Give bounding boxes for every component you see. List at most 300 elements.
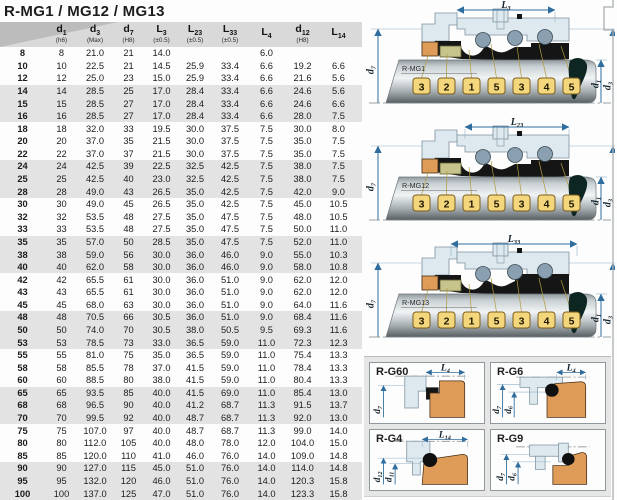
table-cell: 53.5	[85, 224, 105, 235]
table-cell: 16	[17, 111, 28, 122]
table-cell: 48	[56, 312, 67, 323]
table-cell: 78.5	[85, 337, 105, 348]
table-cell: 33.4	[220, 98, 240, 109]
drive-pin	[517, 248, 522, 253]
table-cell: 80.4	[293, 375, 312, 386]
table-cell: 21.0	[85, 48, 105, 59]
table-cell: 9.0	[260, 274, 273, 285]
col-header-main: $d_{12}$	[295, 23, 310, 38]
table-cell: 59.0	[85, 249, 105, 260]
col-header-main: $L_{14}$	[331, 26, 346, 41]
table-cell: 96.5	[85, 400, 105, 411]
table-row	[0, 236, 362, 249]
table-cell: 15.8	[329, 475, 348, 486]
dim-label-d7: $d_7$	[492, 406, 504, 414]
dim-label-top: $L_3$	[500, 0, 511, 12]
table-cell: 85.5	[85, 362, 105, 373]
callout-line	[446, 288, 447, 312]
table-cell: 17.0	[152, 98, 171, 109]
table-row	[0, 211, 362, 224]
table-cell: 6.6	[260, 98, 273, 109]
table-cell: 10.5	[329, 211, 348, 222]
table-cell: 90	[123, 400, 134, 411]
table-cell: 35	[56, 236, 67, 247]
table-cell: 55	[56, 350, 67, 361]
panel-edge-decoration	[599, 0, 617, 500]
table-cell: 68.7	[220, 400, 240, 411]
svg-text:2: 2	[443, 81, 449, 94]
table-cell: 36.0	[185, 262, 205, 273]
table-cell: 37.5	[220, 123, 240, 134]
table-cell: 51.0	[220, 287, 240, 298]
col-header-note: (±0.5)	[221, 37, 239, 45]
table-cell: 12.0	[329, 287, 348, 298]
table-cell: 45	[17, 299, 28, 310]
table-cell: 22.5	[152, 161, 171, 172]
col-header-L4	[248, 22, 285, 47]
table-cell: 8.0	[332, 123, 345, 134]
table-cell: 33.0	[152, 337, 171, 348]
table-cell: 13.3	[329, 362, 348, 373]
table-cell: 33.4	[220, 86, 240, 97]
table-cell: 12	[17, 73, 28, 84]
table-cell: 80	[123, 375, 134, 386]
dim-label-left: $d_7$	[365, 65, 377, 75]
table-cell: 28	[17, 186, 28, 197]
table-cell: 58	[123, 262, 134, 273]
table-cell: 11.0	[329, 236, 348, 247]
table-cell: 36.0	[185, 299, 205, 310]
col-header-note: (H8)	[296, 37, 309, 45]
table-cell: 60	[17, 375, 28, 386]
table-cell: 35.0	[152, 350, 171, 361]
table-cell: 17.0	[152, 111, 171, 122]
o-ring	[423, 453, 437, 467]
table-cell: 11.6	[329, 312, 348, 323]
table-cell: 70	[123, 325, 134, 335]
table-cell: 37.0	[85, 148, 105, 159]
table-cell: 58	[56, 362, 67, 373]
table-cell: 6.6	[260, 86, 273, 97]
table-cell: 68	[56, 400, 67, 411]
table-cell: 45.0	[293, 199, 312, 210]
table-cell: 59.0	[220, 362, 240, 373]
table-cell: 68.7	[220, 413, 240, 424]
callout-badge	[413, 312, 430, 328]
table-cell: 25.9	[185, 60, 205, 71]
col-header-note: (±0.5)	[153, 37, 170, 45]
table-cell: 123.3	[290, 488, 315, 499]
table-cell: 18	[56, 123, 67, 134]
table-cell: 107.0	[83, 425, 107, 436]
table-cell: 30	[56, 199, 67, 210]
table-cell: 42.5	[85, 174, 105, 185]
table-cell: 46.0	[185, 450, 205, 461]
table-cell: 35.0	[293, 148, 312, 159]
table-row	[0, 424, 362, 437]
table-row	[0, 97, 362, 110]
dim-label-d7: $d_7$	[373, 406, 385, 414]
table-row	[0, 286, 362, 299]
table-cell: 132.0	[83, 475, 107, 486]
table-cell: 21	[123, 60, 134, 71]
table-cell: 90	[56, 463, 67, 474]
seat-ring	[430, 381, 465, 418]
callout-badge	[513, 195, 530, 211]
table-cell: 74.0	[85, 325, 105, 335]
table-cell: 15.0	[329, 438, 348, 449]
table-cell: 125	[120, 488, 137, 499]
table-cell: 43	[17, 287, 28, 298]
dim-label-right-d1: $d_1$	[590, 196, 602, 206]
col-header-L33	[212, 22, 248, 47]
table-row	[0, 135, 362, 148]
table-cell: 110	[121, 450, 136, 461]
table-cell: 35.0	[185, 224, 205, 235]
table-cell: 21.6	[293, 73, 312, 84]
table-cell: 14.0	[257, 475, 276, 486]
table-cell: 56	[123, 249, 134, 260]
table-cell: 99.0	[293, 425, 312, 436]
diagram-r-mg12	[362, 117, 617, 234]
table-cell: 65.5	[85, 287, 105, 298]
table-cell: 30.0	[152, 299, 171, 310]
table-cell: 10	[56, 60, 67, 71]
drive-pin	[517, 131, 522, 136]
callout-badge	[563, 195, 580, 211]
table-cell: 49.0	[85, 199, 105, 210]
table-cell: 30.0	[152, 287, 171, 298]
table-cell: 11.0	[257, 350, 276, 361]
callout-badge	[513, 78, 530, 94]
table-cell: 68.0	[85, 299, 105, 310]
table-row	[0, 349, 362, 362]
callout-badge	[438, 195, 455, 211]
table-cell: 13.3	[329, 375, 348, 386]
table-cell: 53.5	[85, 211, 105, 222]
detail-view-r-g4	[369, 429, 485, 491]
table-row	[0, 110, 362, 123]
table-cell: 65	[56, 387, 67, 398]
diagram-label: R-MG12	[401, 181, 429, 190]
table-cell: 47.0	[152, 488, 171, 499]
table-cell: 68	[17, 400, 28, 411]
table-cell: 68.7	[220, 425, 240, 436]
table-cell: 15.8	[329, 488, 348, 499]
table-cell: 25	[56, 174, 67, 185]
table-cell: 73	[123, 337, 134, 348]
table-cell: 37.0	[85, 136, 105, 147]
table-cell: 48.7	[185, 413, 205, 424]
table-cell: 30.0	[293, 123, 312, 134]
table-cell: 80	[56, 438, 67, 449]
table-cell: 15	[17, 98, 28, 109]
table-row	[0, 273, 362, 286]
table-row	[0, 336, 362, 349]
table-cell: 120	[120, 475, 137, 486]
table-cell: 95	[17, 475, 28, 486]
col-header-L23	[178, 22, 212, 47]
table-cell: 28.5	[85, 111, 105, 122]
table-cell: 137.0	[83, 488, 107, 499]
svg-text:4: 4	[543, 81, 549, 94]
table-cell: 42	[17, 274, 28, 285]
table-cell: 15	[56, 98, 67, 109]
seal-cross-section	[365, 234, 615, 351]
table-cell: 13.3	[329, 350, 348, 361]
svg-text:2: 2	[443, 198, 449, 211]
table-cell: 48	[17, 312, 28, 323]
table-cell: 109.0	[290, 450, 315, 461]
callout-badge	[538, 195, 555, 211]
callout-badge	[463, 78, 480, 94]
diagram-r-mg13	[362, 234, 617, 351]
svg-text:3: 3	[418, 81, 424, 94]
table-cell: 17.0	[152, 86, 171, 97]
table-cell: 36.0	[185, 312, 205, 323]
table-cell: 33.4	[220, 111, 240, 122]
table-cell: 12.3	[329, 337, 348, 348]
callout-badge	[538, 312, 555, 328]
col-header-main: $L_3$	[156, 23, 167, 38]
table-cell: 30.5	[152, 325, 171, 335]
callout-badge	[563, 312, 580, 328]
svg-text:1: 1	[468, 81, 474, 94]
table-cell: 49.0	[85, 186, 105, 197]
table-cell: 75.4	[293, 350, 312, 361]
set-screw	[493, 243, 508, 256]
dim-label-d11: $d_{11}$	[384, 471, 396, 483]
table-row	[0, 299, 362, 312]
table-cell: 7.5	[260, 123, 273, 134]
table-cell: 7.5	[260, 174, 273, 185]
detail-view-label: R-G6	[497, 366, 524, 378]
table-cell: 75	[17, 425, 28, 436]
table-cell: 48.7	[185, 425, 205, 436]
svg-text:5: 5	[493, 81, 499, 94]
o-ring	[562, 453, 575, 465]
seal-cross-section	[365, 117, 615, 234]
table-row	[0, 462, 362, 475]
table-cell: 25.0	[85, 73, 105, 84]
table-cell: 7.5	[260, 199, 273, 210]
table-cell: 35.0	[185, 236, 205, 247]
table-cell: 11.6	[329, 299, 348, 310]
table-cell: 51.0	[185, 488, 205, 499]
col-header-main: $d_1$	[56, 23, 67, 38]
table-cell: 22.5	[85, 60, 105, 71]
table-cell: 48.0	[185, 438, 205, 449]
table-cell: 42.5	[220, 161, 240, 172]
table-cell: 60	[56, 375, 67, 386]
table-cell: 5.6	[332, 86, 345, 97]
table-cell: 65.5	[85, 274, 105, 285]
svg-text:1: 1	[468, 315, 474, 328]
table-cell: 28.5	[152, 236, 171, 247]
table-cell: 22	[56, 148, 67, 159]
table-cell: 32.5	[185, 161, 205, 172]
dim-label-right-d1: $d_1$	[590, 79, 602, 89]
table-row	[0, 72, 362, 85]
table-cell: 120.3	[290, 475, 315, 486]
dim-label-top: $L_4$	[566, 363, 576, 375]
table-cell: 20	[56, 136, 67, 147]
table-cell: 7.5	[260, 211, 273, 222]
table-cell: 46.0	[152, 475, 171, 486]
table-cell: 11.0	[257, 362, 276, 373]
col-header-note: (Max)	[86, 37, 104, 45]
table-cell: 6.6	[260, 111, 273, 122]
detail-view-r-g9	[490, 429, 606, 491]
table-cell: 76.0	[220, 475, 240, 486]
table-cell: 9.0	[260, 287, 273, 298]
table-cell: 24	[56, 161, 67, 172]
table-cell: 14.0	[257, 463, 276, 474]
table-cell: 8	[58, 48, 65, 59]
table-cell: 33	[56, 224, 67, 235]
svg-text:4: 4	[543, 198, 549, 211]
gland-part	[405, 376, 426, 408]
col-header-d1	[45, 22, 78, 47]
svg-text:5: 5	[493, 198, 499, 211]
table-row	[0, 148, 362, 161]
table-cell: 70	[56, 413, 67, 424]
dim-label-top: $L_{33}$	[507, 234, 520, 246]
table-cell: 11.0	[257, 337, 276, 348]
table-cell: 37.5	[220, 148, 240, 159]
svg-text:1: 1	[468, 198, 474, 211]
table-cell: 30.0	[152, 249, 171, 260]
table-cell: 12.0	[329, 274, 348, 285]
svg-text:3: 3	[518, 315, 524, 328]
table-cell: 10	[17, 60, 28, 71]
dim-label-top: $L_{23}$	[510, 117, 523, 129]
table-row	[0, 324, 362, 337]
table-cell: 7.5	[332, 174, 345, 185]
table-cell: 78.0	[220, 438, 240, 449]
table-row	[0, 374, 362, 387]
col-header-L3	[145, 22, 178, 47]
table-cell: 7.5	[260, 148, 273, 159]
table-cell: 70.5	[85, 312, 105, 323]
table-cell: 59.0	[220, 350, 240, 361]
table-cell: 46.0	[220, 249, 240, 260]
table-cell: 32.5	[185, 174, 205, 185]
dim-label-d6: $d_6$	[503, 406, 515, 414]
table-cell: 41.5	[185, 387, 205, 398]
callout-badge	[488, 312, 505, 328]
table-cell: 51.0	[220, 274, 240, 285]
table-cell: 78.4	[293, 362, 312, 373]
table-cell: 28.4	[185, 86, 205, 97]
table-cell: 6.6	[260, 73, 273, 84]
table-cell: 61	[123, 287, 134, 298]
table-cell: 50.5	[220, 325, 240, 335]
table-cell: 30.0	[152, 274, 171, 285]
table-cell: 45	[56, 299, 67, 310]
table-cell: 37	[123, 148, 134, 159]
table-cell: 50	[56, 325, 67, 335]
table-row	[0, 361, 362, 374]
table-cell: 20	[17, 136, 28, 147]
svg-text:3: 3	[418, 315, 424, 328]
table-cell: 41.5	[185, 362, 205, 373]
table-cell: 21.5	[152, 136, 171, 147]
table-cell: 42	[56, 274, 67, 285]
table-cell: 13.0	[329, 387, 348, 398]
table-cell: 27.5	[152, 211, 171, 222]
table-cell: 57.0	[85, 236, 105, 247]
table-cell: 24.6	[293, 98, 312, 109]
dim-label-right-d3: $d_3$	[602, 198, 614, 208]
table-cell: 36.0	[185, 287, 205, 298]
table-row	[0, 487, 362, 500]
table-cell: 19.2	[293, 60, 312, 71]
svg-text:4: 4	[543, 315, 549, 328]
table-row	[0, 387, 362, 400]
svg-text:3: 3	[518, 81, 524, 94]
table-cell: 64.0	[293, 299, 312, 310]
table-cell: 43	[123, 186, 134, 197]
table-cell: 22	[17, 148, 28, 159]
table-cell: 92.0	[293, 413, 312, 424]
table-cell: 28.5	[85, 98, 105, 109]
table-cell: 38	[17, 249, 28, 260]
table-row	[0, 198, 362, 211]
table-cell: 99.5	[85, 413, 105, 424]
detail-view-r-g60	[369, 362, 485, 424]
table-cell: 38.0	[185, 325, 205, 335]
col-header-main: $d_3$	[89, 23, 101, 38]
col-header-note: (±0.5)	[186, 37, 204, 45]
dim-label-right-d3: $d_3$	[602, 315, 614, 325]
seal-diagrams	[362, 0, 617, 351]
table-row	[0, 412, 362, 425]
dim-label-right-d3: $d_3$	[602, 81, 614, 91]
table-cell: 70	[17, 413, 28, 424]
table-cell: 112.0	[83, 438, 107, 449]
table-cell: 91.5	[293, 400, 312, 411]
table-cell: 7.5	[260, 136, 273, 147]
table-cell: 30	[17, 199, 28, 210]
table-cell: 40.0	[152, 425, 171, 436]
set-screw	[493, 126, 508, 139]
table-cell: 75	[56, 425, 67, 436]
seal-face	[440, 46, 461, 57]
col-header-main: $d_7$	[123, 23, 134, 38]
table-cell: 23	[123, 73, 134, 84]
table-row	[0, 60, 362, 73]
table-cell: 21.5	[152, 148, 171, 159]
table-cell: 25	[123, 86, 134, 97]
table-cell: 40.0	[152, 438, 171, 449]
table-cell: 48	[123, 224, 134, 235]
table-cell: 6.6	[260, 60, 273, 71]
detail-views-section	[364, 356, 611, 497]
svg-text:5: 5	[568, 198, 574, 211]
seat-ring	[422, 276, 438, 290]
table-cell: 21	[123, 48, 134, 59]
table-row	[0, 185, 362, 198]
table-cell: 14.0	[329, 425, 348, 436]
table-cell: 76.0	[220, 463, 240, 474]
gland-part	[535, 456, 545, 469]
table-cell: 58	[17, 362, 28, 373]
table-cell: 7.5	[332, 111, 345, 122]
table-cell: 35.0	[185, 199, 205, 210]
table-cell: 51.0	[185, 463, 205, 474]
seal-face	[440, 280, 461, 291]
